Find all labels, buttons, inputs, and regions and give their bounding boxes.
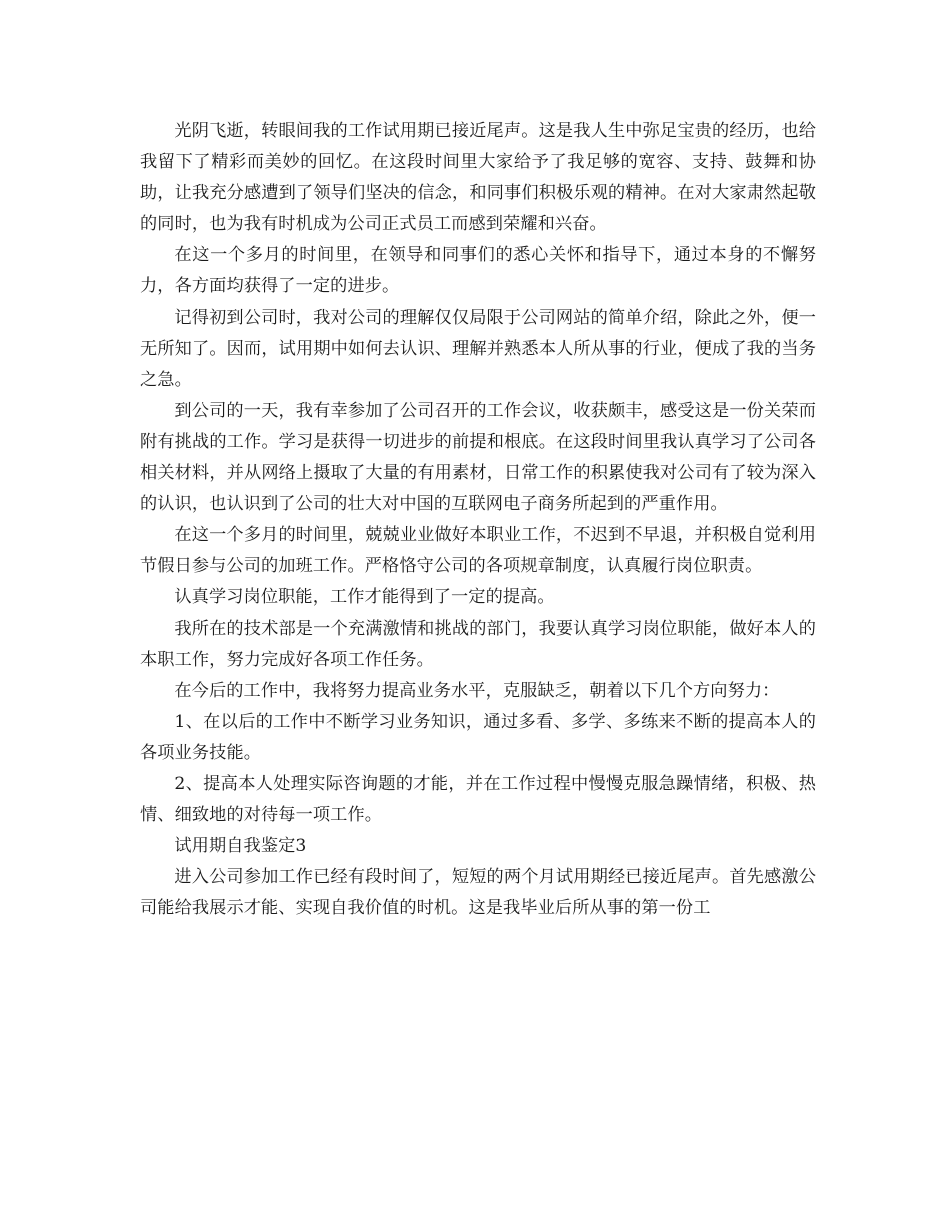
paragraph-3: 记得初到公司时，我对公司的理解仅仅局限于公司网站的简单介绍，除此之外，便一无所知了。因而，试用期中如何去认识、理解并熟悉本人所从事的行业，便成了我的当务之急。 [140,307,816,390]
paragraph-4: 到公司的一天，我有幸参加了公司召开的工作会议，收获颇丰，感受这是一份关荣而附有挑战的工作。学习是获得一切进步的前提和根底。在这段时间里我认真学习了公司各相关材料，并从网络上摄取了大量的有用素材，日常工作的积累使我对公司有了较为深入的认识，也认识到了公司的壮大对中国的互联网电子商务所起到的严重作用。 [140,400,816,515]
paragraph-8: 在今后的工作中，我将努力提高业务水平，克服缺乏，朝着以下几个方向努力： [174,680,780,701]
list-item-1: 1、在以后的工作中不断学习业务知识，通过多看、多学、多练来不断的提高本人的各项业务技能。 [140,711,816,763]
document-page [140,116,816,924]
paragraph-2: 在这一个多月的时间里，在领导和同事们的悉心关怀和指导下，通过本身的不懈努力，各方面均获得了一定的进步。 [140,245,816,297]
paragraph-9: 进入公司参加工作已经有段时间了，短短的两个月试用期经已接近尾声。首先感激公司能给我展示才能、实现自我价值的时机。这是我毕业后所从事的第一份工 [140,867,816,919]
list-item-2: 2、提高本人处理实际咨询题的才能，并在工作过程中慢慢克服急躁情绪，积极、热情、细致地的对待每一项工作。 [140,773,816,826]
paragraph-6: 认真学习岗位职能，工作才能得到了一定的提高。 [174,587,555,608]
section-heading: 试用期自我鉴定3 [174,836,307,857]
paragraph-5: 在这一个多月的时间里，兢兢业业做好本职业工作，不迟到不早退，并积极自觉利用节假日参与公司的加班工作。严格恪守公司的各项规章制度，认真履行岗位职责。 [140,525,816,577]
paragraph-7: 我所在的技术部是一个充满激情和挑战的部门，我要认真学习岗位职能，做好本人的本职工作，努力完成好各项工作任务。 [140,618,816,670]
paragraph-1: 光阴飞逝，转眼间我的工作试用期已接近尾声。这是我人生中弥足宝贵的经历，也给我留下了精彩而美妙的回忆。在这段时间里大家给予了我足够的宽容、支持、鼓舞和协助，让我充分感遭到了领导们坚决的信念，和同事们积极乐观的精神。在对大家肃然起敬的同时，也为我有时机成为公司正式员工而感到荣耀和兴奋。 [140,121,816,235]
